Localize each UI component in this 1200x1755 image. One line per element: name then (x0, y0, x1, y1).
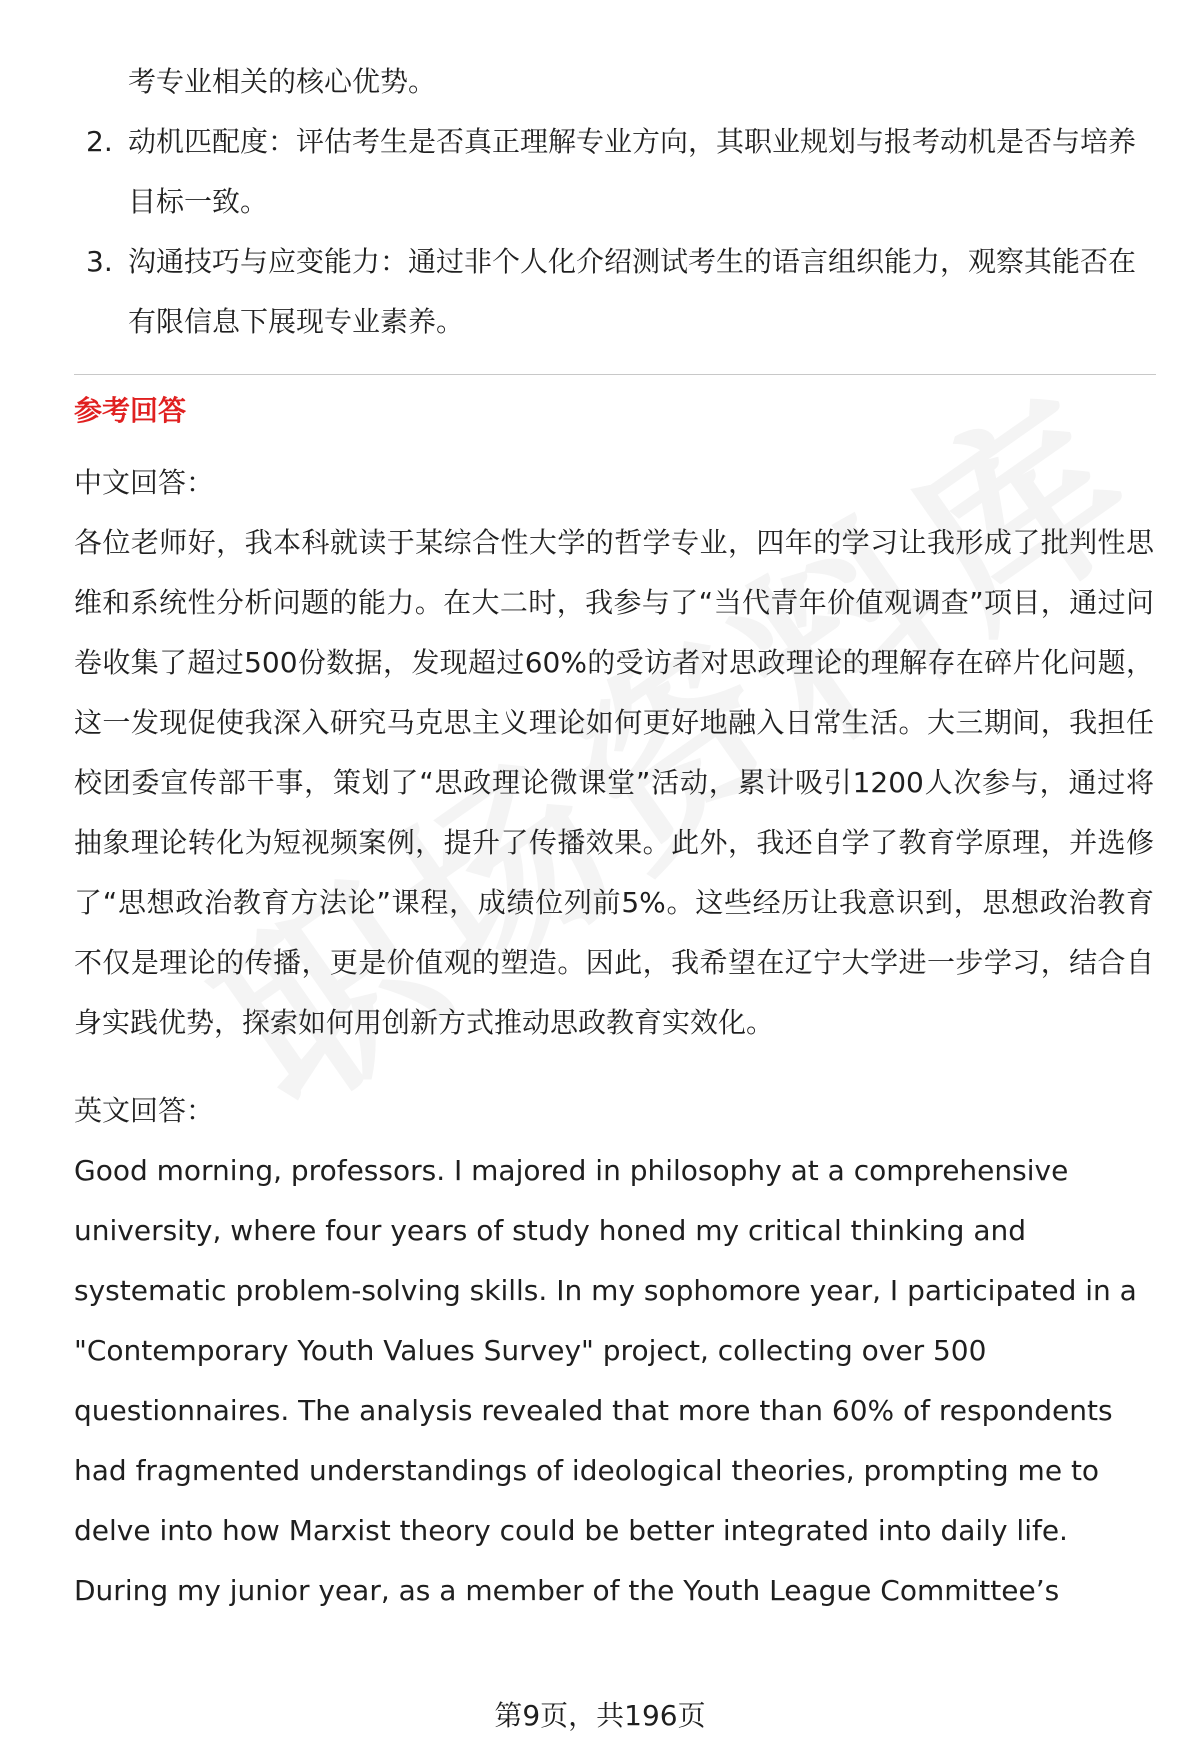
list-item (74, 112, 1154, 232)
list-text: 动机匹配度：评估考生是否真正理解专业方向，其职业规划与报考动机是否与培养目标一致。 (128, 125, 1137, 218)
criteria-list (74, 112, 1154, 352)
list-item (74, 232, 1154, 352)
chinese-answer-label: 中文回答： (74, 466, 215, 499)
section-title: 参考回答 (74, 394, 187, 427)
page-content (74, 52, 1154, 1621)
list-number: 3. (86, 245, 113, 278)
english-answer-label: 英文回答： (74, 1094, 215, 1127)
criteria-continuation: 考专业相关的核心优势。 (128, 65, 437, 98)
chinese-answer-text: 各位老师好，我本科就读于某综合性大学的哲学专业，四年的学习让我形成了批判性思维和系统性分析问题的能力。在大二时，我参与了“当代青年价值观调查”项目，通过问卷收集了超过500份数据，发现超过60%的受访者对思政理论的理解存在碎片化问题，这一发现促使我深入研究马克思主义理论如何更好地融入日常生活。大三期间，我担任校团委宣传部干事，策划了“思政理论微课堂”活动，累计吸引1200人次参与，通过将抽象理论转化为短视频案例，提升了传播效果。此外，我还自学了教育学原理，并选修了“思想政治教育方法论”课程，成绩位列前5%。这些经历让我意识到，思想政治教育不仅是理论的传播，更是价值观的塑造。因此，我希望在辽宁大学进一步学习，结合自身实践优势，探索如何用创新方式推动思政教育实效化。 (74, 526, 1154, 1039)
english-answer-text: Good morning, professors. I majored in philosophy at a comprehensive university, where four years of study honed my critical thinking and systematic problem-solving skills. In my sophomore year, I participated in a "Contemporary Youth Values Survey" project, collecting over 500 questionnaires. The analysis revealed that more than 60% of respondents had fragmented understandings of ideological theories, prompting me to delve into how Marxist theory could be better integrated into daily life. During my junior year, as a member of the Youth League Committee’s (74, 1154, 1137, 1607)
list-number: 2. (86, 125, 113, 158)
list-text: 沟通技巧与应变能力：通过非个人化介绍测试考生的语言组织能力，观察其能否在有限信息下展现专业素养。 (128, 245, 1137, 338)
page-number: 第9页，共196页 (494, 1699, 706, 1732)
section-divider (74, 374, 1156, 375)
